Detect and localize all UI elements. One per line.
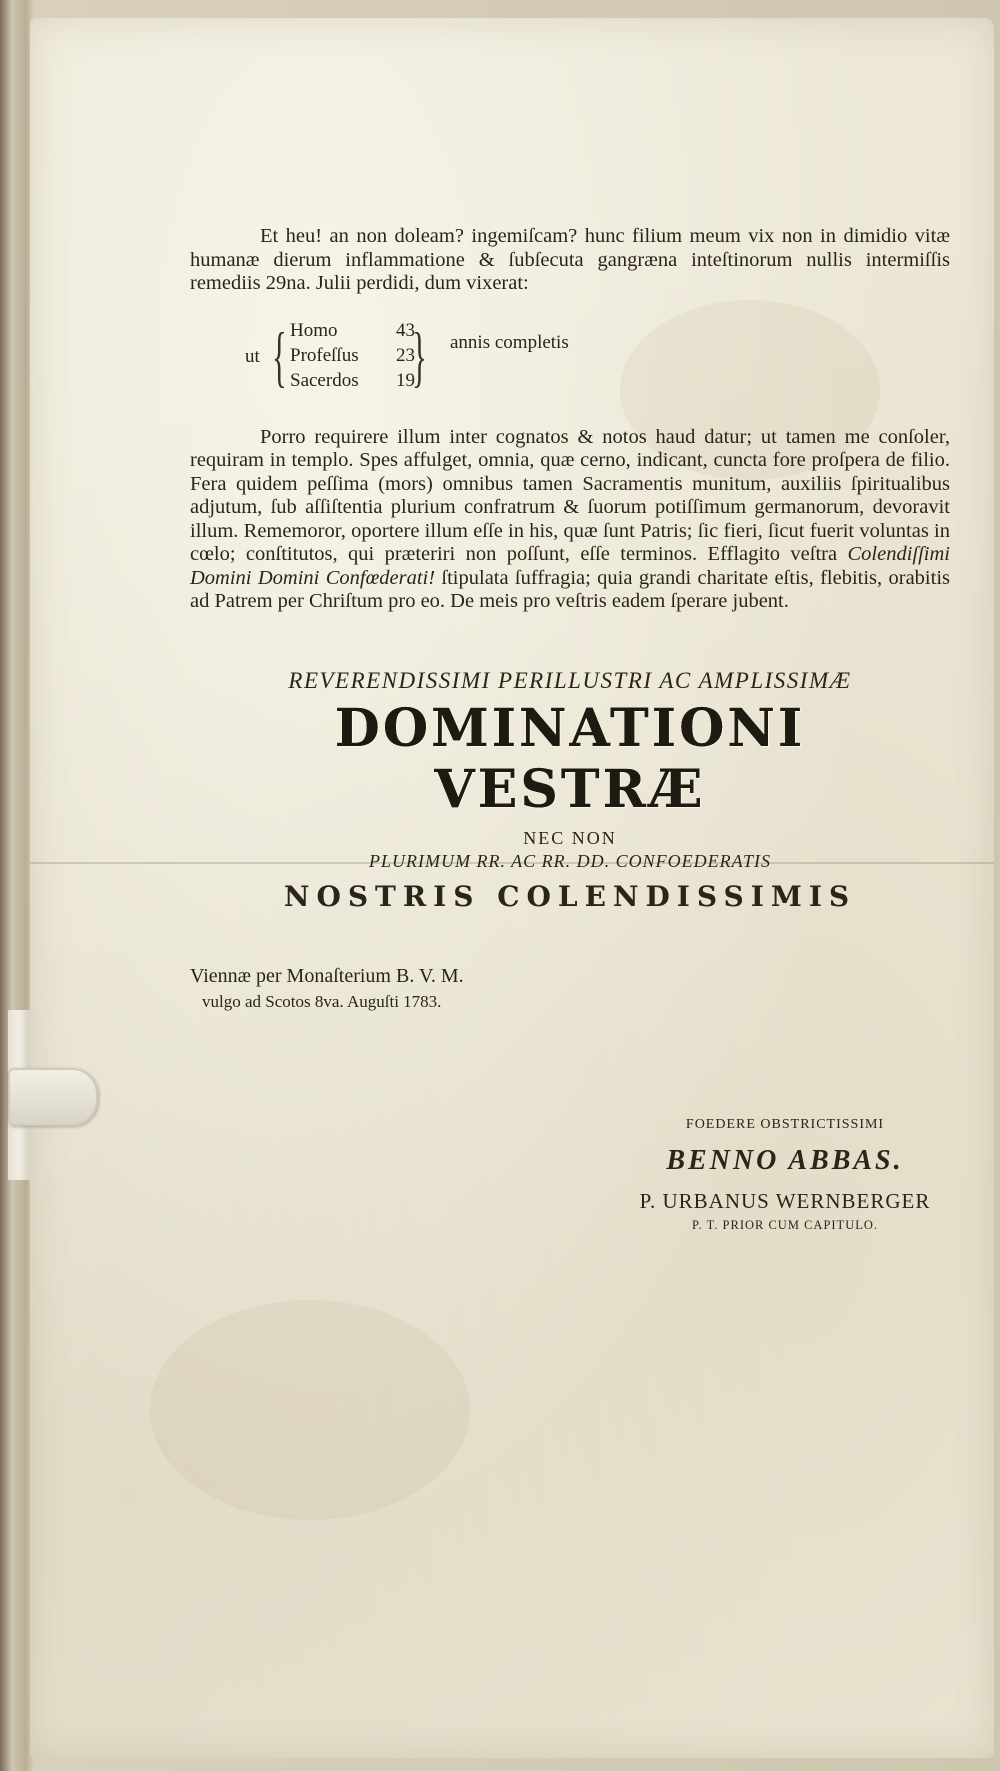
dedication-line-1: REVERENDISSIMI PERILLUSTRI AC AMPLISSIMÆ — [288, 667, 852, 693]
right-brace: } — [412, 317, 427, 394]
address-italic: Colendiſſimi Domini Domini Confœderati! — [190, 543, 950, 589]
dedication-line-5: NOSTRIS COLENDISSIMIS — [283, 879, 857, 913]
prior-name: P. URBANUS WERNBERGER — [639, 1189, 931, 1213]
paragraph-lament — [190, 225, 950, 296]
date-line: vulgo ad Scotos 8va. Auguſti 1783. — [202, 991, 442, 1011]
list-item: Profeſſus 23 — [290, 344, 415, 366]
age-list-suffix: annis completis — [450, 331, 569, 353]
place-line: Viennæ per Monaſterium B. V. M. — [190, 964, 464, 987]
closing-formula: FOEDERE OBSTRICTISSIMI — [685, 1117, 885, 1132]
left-brace: { — [272, 317, 287, 394]
letter-body — [190, 225, 950, 1012]
paragraph-lament-text: Et heu! an non doleam? ingemiſcam? hunc filium meum vix non in dimidio vitæ humanæ dierum inflammatione & ſubſecuta gangræna inteſtinorum nullis intermiſſis remediis 29na. Julii perdidi, dum vixerat: — [190, 225, 950, 294]
abbot-signature: BENNO ABBAS. — [666, 1145, 904, 1176]
age-list — [190, 318, 950, 396]
chapter-line: P. T. PRIOR CUM CAPITULO. — [691, 1218, 879, 1232]
dedication-line-3: NEC NON — [523, 827, 617, 848]
dedication-line-4: PLURIMUM RR. AC RR. DD. CONFOEDERATIS — [369, 850, 771, 871]
paragraph-consolation: Porro requirere illum inter cognatos & notos haud datur; ut tamen me conſoler, requiram in templo. Spes affulget, omnia, quæ cerno, indicant, cuncta fore proſpera de filio. Fera quidem peſſima (mors) omnibus tamen Sacramentis munitum, auxiliis ſpiritualibus adjutum, ſub aſſiſtentia plurium confratrum & ſuorum potiſſimum germanorum, devoravit illum. Rememoror, oportere illum eſſe in his, quæ ſunt Patris; ſic fieri, ſicut fuerit voluntas in cœlo; conſtitutos, qui præteriri non poſſunt, eſſe terminos. Efflagito veſtra Colendiſſimi Domini Domini Confœderati! ſtipulata ſuffragia; quia grandi charitate eſtis, flebitis, orabitis ad Patrem per Chriſtum pro eo. De meis pro veſtris eadem ſperare jubent. — [190, 425, 950, 612]
paper-stain — [150, 1300, 470, 1520]
list-item: Homo 43 — [290, 319, 415, 341]
dedication-title: DOMINATIONI VESTRÆ — [334, 697, 806, 820]
paper-clip — [8, 1068, 98, 1126]
list-item: Sacerdos 19 — [290, 369, 415, 391]
age-list-items — [290, 318, 415, 393]
signature-block — [620, 1117, 950, 1233]
age-list-prefix: ut — [245, 345, 260, 367]
